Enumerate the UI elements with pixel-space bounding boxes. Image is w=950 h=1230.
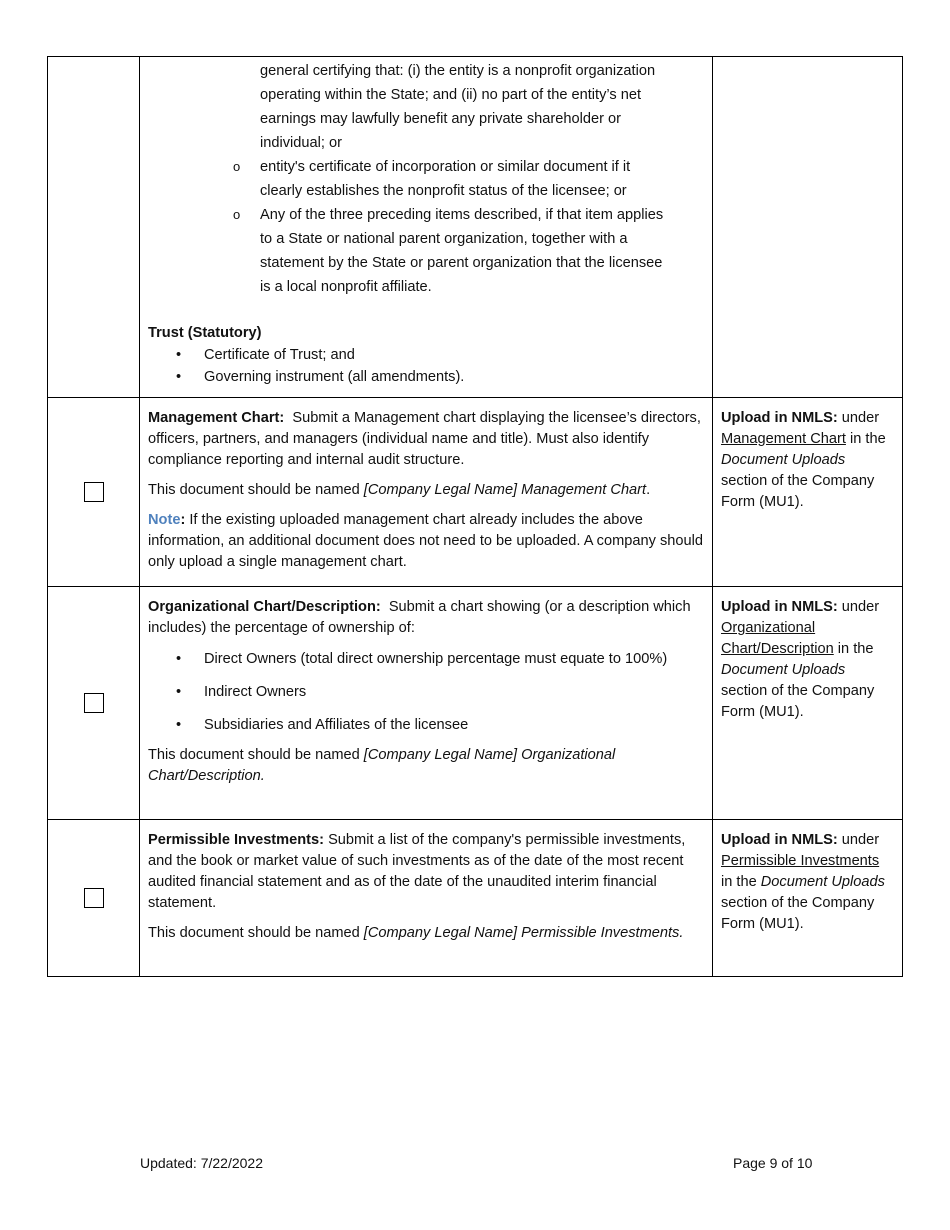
table-row (48, 397, 902, 586)
item-title: Organizational Chart/Description: (148, 599, 381, 615)
checkbox[interactable] (84, 482, 104, 502)
item-title: Permissible Investments: (148, 832, 325, 848)
list-item-line: general certifying that: (i) the entity is a nonprofit organization (260, 63, 656, 79)
document-name: This document should be named [Company Legal Name] Management Chart. (148, 482, 651, 498)
list-item (148, 155, 704, 203)
table-row (48, 819, 902, 976)
trust-heading: Trust (Statutory) (148, 325, 262, 341)
upload-instructions: Upload in NMLS: under Management Chart in the Document Uploads section of the Company Form (MU1). (721, 410, 886, 510)
bullet-icon: • (176, 684, 182, 700)
upload-cell (713, 587, 902, 819)
item-description: Management Chart: Submit a Management chart displaying the licensee’s directors, officers, partners, and managers (individual name and title). Must also identify compliance reporting and internal audit structure. (148, 410, 701, 468)
description-cell (140, 820, 713, 976)
bullet-icon: • (176, 369, 182, 385)
item-description: Organizational Chart/Description: Submit a chart showing (or a description which includes) the percentage of ownership of: (148, 599, 691, 636)
list-item-line: to a State or national parent organization, together with a (260, 231, 628, 247)
description-cell (140, 57, 713, 397)
list-item-line: earnings may lawfully benefit any private shareholder or (260, 111, 621, 127)
list-item: • Direct Owners (total direct ownership percentage must equate to 100%) (148, 649, 704, 670)
upload-link[interactable]: Permissible Investments (721, 853, 880, 869)
list-item-line: is a local nonprofit affiliate. (260, 279, 432, 295)
upload-instructions: Upload in NMLS: under Permissible Investments in the Document Uploads section of the Company Form (MU1). (721, 832, 885, 932)
upload-cell (713, 398, 902, 586)
list-item: • Governing instrument (all amendments). (148, 366, 704, 388)
list-item-line: entity's certificate of incorporation or similar document if it (260, 159, 631, 175)
checkbox-cell (48, 57, 140, 397)
upload-cell (713, 57, 902, 397)
description-cell (140, 398, 713, 586)
checkbox-cell (48, 820, 140, 976)
list-item: • Certificate of Trust; and (148, 344, 704, 366)
list-item: • Subsidiaries and Affiliates of the licensee (148, 715, 704, 736)
document-name: This document should be named [Company Legal Name] Organizational Chart/Description. (148, 747, 616, 784)
footer-page-number: Page 9 of 10 (733, 1155, 813, 1171)
list-item-line: statement by the State or parent organization that the licensee (260, 255, 663, 271)
bullet-icon: • (176, 717, 182, 733)
list-item-line: clearly establishes the nonprofit status of the licensee; or (260, 183, 627, 199)
upload-link[interactable]: Organizational Chart/Description (721, 620, 834, 657)
list-item (148, 59, 704, 155)
upload-cell (713, 820, 902, 976)
requirements-table (47, 56, 903, 977)
upload-instructions: Upload in NMLS: under Organizational Chart/Description in the Document Uploads section of the Company Form (MU1). (721, 599, 880, 720)
checkbox[interactable] (84, 888, 104, 908)
bullet-icon: • (176, 651, 182, 667)
description-cell (140, 587, 713, 819)
list-item (148, 203, 704, 299)
circle-bullet-icon: o (233, 159, 241, 174)
item-description: Permissible Investments: Submit a list of the company's permissible investments, and the book or market value of such investments as of the date of the most recent audited financial statement and as of the date of the unaudited interim financial statement. (148, 832, 686, 911)
note: Note: If the existing uploaded management chart already includes the above information, an additional document does not need to be uploaded. A company should only upload a single management chart. (148, 512, 703, 570)
circle-bullet-icon: o (233, 207, 241, 222)
list-item: • Indirect Owners (148, 682, 704, 703)
table-row (48, 586, 902, 819)
upload-link[interactable]: Management Chart (721, 431, 846, 447)
footer-updated-date: Updated: 7/22/2022 (140, 1155, 263, 1171)
checkbox[interactable] (84, 693, 104, 713)
item-title: Management Chart: (148, 410, 285, 426)
checkbox-cell (48, 587, 140, 819)
document-name: This document should be named [Company Legal Name] Permissible Investments. (148, 925, 684, 941)
list-item-line: Any of the three preceding items described, if that item applies (260, 207, 664, 223)
list-item-line: operating within the State; and (ii) no part of the entity’s net (260, 87, 642, 103)
bullet-icon: • (176, 347, 182, 363)
checkbox-cell (48, 398, 140, 586)
list-item-line: individual; or (260, 135, 342, 151)
table-row (48, 57, 902, 397)
